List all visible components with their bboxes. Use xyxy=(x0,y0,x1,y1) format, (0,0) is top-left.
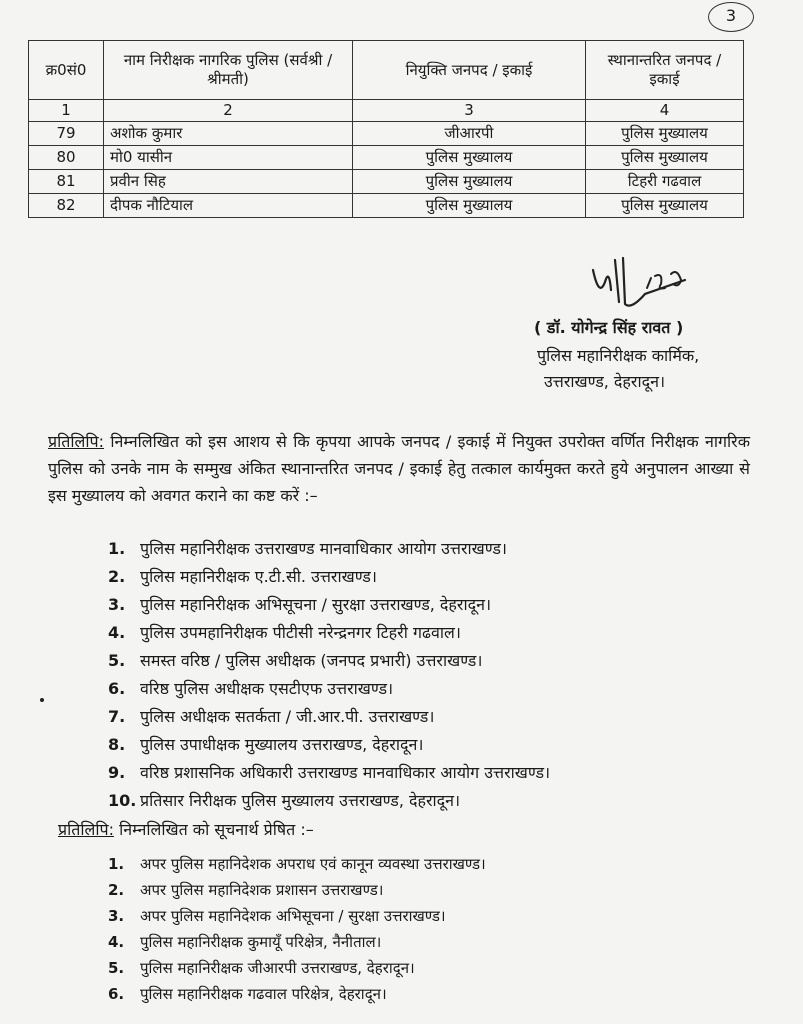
list-item: 2. अपर पुलिस महानिदेशक प्रशासन उत्तराखण्ड। xyxy=(108,881,384,899)
transfer-table xyxy=(28,40,744,218)
header-serial: क्र0सं0 xyxy=(29,41,104,100)
cell-name: प्रवीन सिह xyxy=(104,170,353,194)
column-number: 1 xyxy=(29,100,104,122)
copy-label: प्रतिलिपि: xyxy=(58,820,114,839)
handwritten-signature xyxy=(585,250,715,315)
cell-name: दीपक नौटियाल xyxy=(104,194,353,218)
table-row xyxy=(29,146,744,170)
list-item: 3. अपर पुलिस महानिदेशक अभिसूचना / सुरक्षा उत्तराखण्ड। xyxy=(108,907,446,925)
signatory-name: ( डॉ. योगेन्द्र सिंह रावत ) xyxy=(534,318,684,337)
cell-name: मो0 यासीन xyxy=(104,146,353,170)
list-item: 7. पुलिस अधीक्षक सतर्कता / जी.आर.पी. उत्तराखण्ड। xyxy=(108,707,435,726)
cell-posting: पुलिस मुख्यालय xyxy=(353,146,586,170)
column-number: 3 xyxy=(353,100,586,122)
column-number: 4 xyxy=(586,100,744,122)
header-name: नाम निरीक्षक नागरिक पुलिस (सर्वश्री / श्रीमती) xyxy=(104,41,353,100)
stray-mark xyxy=(40,698,44,702)
cell-serial: 81 xyxy=(29,170,104,194)
info-recipient-list xyxy=(108,851,486,1007)
header-transfer: स्थानान्तरित जनपद / इकाई xyxy=(586,41,744,100)
table-row xyxy=(29,170,744,194)
list-item: 1. अपर पुलिस महानिदेशक अपराध एवं कानून व्यवस्था उत्तराखण्ड। xyxy=(108,855,486,873)
info-copy-heading xyxy=(58,818,314,840)
table-row xyxy=(29,194,744,218)
cell-serial: 79 xyxy=(29,122,104,146)
list-item: 4. पुलिस उपमहानिरीक्षक पीटीसी नरेन्द्रनगर टिहरी गढवाल। xyxy=(108,623,461,642)
list-item: 6. वरिष्ठ पुलिस अधीक्षक एसटीएफ उत्तराखण्ड। xyxy=(108,679,394,698)
list-item: 10. प्रतिसार निरीक्षक पुलिस मुख्यालय उत्तराखण्ड, देहरादून। xyxy=(108,791,461,810)
cell-serial: 80 xyxy=(29,146,104,170)
cell-serial: 82 xyxy=(29,194,104,218)
header-posting: नियुक्ति जनपद / इकाई xyxy=(353,41,586,100)
list-item: 3. पुलिस महानिरीक्षक अभिसूचना / सुरक्षा उत्तराखण्ड, देहरादून। xyxy=(108,595,492,614)
cell-name: अशोक कुमार xyxy=(104,122,353,146)
info-copy-text: निम्नलिखित को सूचनार्थ प्रेषित :– xyxy=(113,820,314,839)
list-item: 6. पुलिस महानिरीक्षक गढवाल परिक्षेत्र, देहरादून। xyxy=(108,985,387,1003)
column-number: 2 xyxy=(104,100,353,122)
table-header-row xyxy=(29,41,744,100)
signatory-designation: पुलिस महानिरीक्षक कार्मिक, xyxy=(537,346,700,365)
column-number-row xyxy=(29,100,744,122)
copy-recipient-list xyxy=(108,535,550,815)
cell-transfer: पुलिस मुख्यालय xyxy=(586,146,744,170)
cell-transfer: पुलिस मुख्यालय xyxy=(586,194,744,218)
table-row xyxy=(29,122,744,146)
list-item: 1. पुलिस महानिरीक्षक उत्तराखण्ड मानवाधिकार आयोग उत्तराखण्ड। xyxy=(108,539,507,558)
cell-transfer: पुलिस मुख्यालय xyxy=(586,122,744,146)
page-number: 3 xyxy=(708,2,754,32)
list-item: 4. पुलिस महानिरीक्षक कुमायूँ परिक्षेत्र, नैनीताल। xyxy=(108,933,382,951)
list-item: 5. समस्त वरिष्ठ / पुलिस अधीक्षक (जनपद प्रभारी) उत्तराखण्ड। xyxy=(108,651,483,670)
list-item: 2. पुलिस महानिरीक्षक ए.टी.सी. उत्तराखण्ड। xyxy=(108,567,377,586)
list-item: 5. पुलिस महानिरीक्षक जीआरपी उत्तराखण्ड, देहरादून। xyxy=(108,959,415,977)
cell-posting: पुलिस मुख्यालय xyxy=(353,170,586,194)
list-item: 8. पुलिस उपाधीक्षक मुख्यालय उत्तराखण्ड, देहरादून। xyxy=(108,735,424,754)
cell-transfer: टिहरी गढवाल xyxy=(586,170,744,194)
copy-label: प्रतिलिपि: xyxy=(48,432,104,451)
copy-instruction-paragraph xyxy=(48,428,750,509)
copy-instruction-text: निम्नलिखित को इस आशय से कि कृपया आपके जनपद / इकाई में नियुक्त उपरोक्त वर्णित निरीक्षक नागरिक पुलिस को उनके नाम के सम्मुख अंकित स्थानान्तरित जनपद / इकाई हेतु तत्काल कार्यमुक्त करते हुये अनुपालन आख्या से इस मुख्यालय को अवगत कराने का कष्ट करें :– xyxy=(48,432,750,505)
list-item: 9. वरिष्ठ प्रशासनिक अधिकारी उत्तराखण्ड मानवाधिकार आयोग उत्तराखण्ड। xyxy=(108,763,551,782)
cell-posting: पुलिस मुख्यालय xyxy=(353,194,586,218)
signatory-place: उत्तराखण्ड, देहरादून। xyxy=(544,372,666,391)
cell-posting: जीआरपी xyxy=(353,122,586,146)
